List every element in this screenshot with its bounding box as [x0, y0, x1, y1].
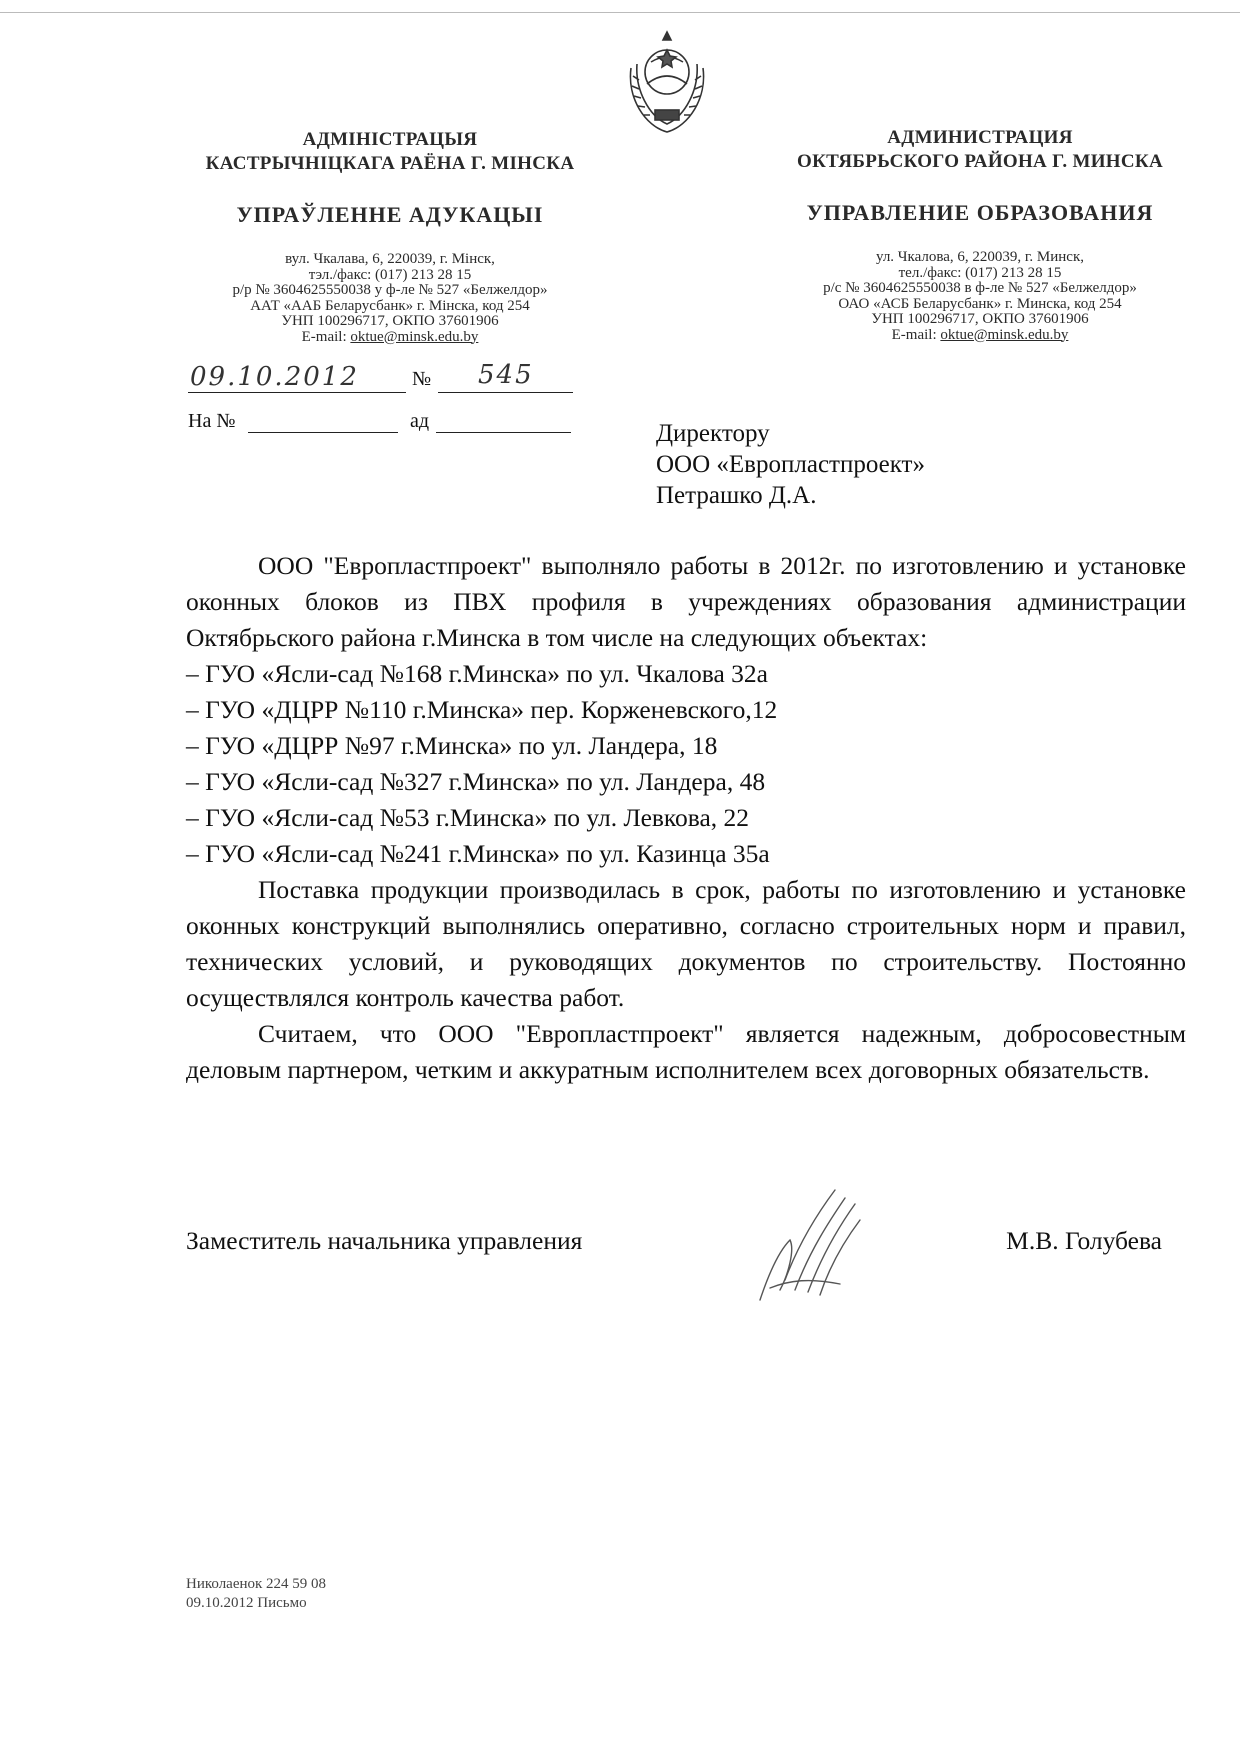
bank-account-line: р/р № 3604625550038 у ф-ле № 527 «Белжелдор»	[232, 282, 548, 298]
org-name-line2: ОКТЯБРЬСКОГО РАЙОНА Г. МИНСКА	[797, 151, 1163, 172]
coat-of-arms-icon	[617, 28, 717, 136]
bank-name-line: ААТ «ААБ Беларусбанк» г. Мінска, код 254	[250, 297, 530, 314]
footer-note	[186, 1575, 326, 1613]
objects-list	[186, 656, 1186, 872]
list-item: – ГУО «ДЦРР №110 г.Минска» пер. Корженевского,12	[186, 695, 778, 724]
bank-account-line: р/с № 3604625550038 в ф-ле № 527 «Белжелдор»	[823, 280, 1137, 296]
addressee-title: Директору	[656, 420, 770, 447]
address-line: вул. Чкалава, 6, 220039, г. Мінск,	[285, 251, 495, 267]
department-name: УПРАВЛЕНИЕ ОБРАЗОВАНИЯ	[806, 200, 1154, 225]
signature-row	[186, 1226, 1186, 1256]
addressee-block	[656, 418, 925, 511]
paragraph-intro: ООО "Европластпроект" выполняло работы в 2012г. по изготовлению и установке оконных блоков из ПВХ профиля в учреждениях образования администрации Октябрьского района г.Минска в том числе на следующих объектах:	[186, 551, 1186, 652]
reference-date-underline	[436, 432, 571, 433]
header-belarusian	[180, 128, 600, 345]
handwritten-number: 545	[478, 360, 534, 390]
list-item: – ГУО «Ясли-сад №241 г.Минска» по ул. Казинца 35а	[186, 839, 770, 868]
org-name-line2: КАСТРЫЧНІЦКАГА РАЁНА Г. МІНСКА	[205, 153, 575, 174]
email-line: E-mail: oktue@minsk.edu.by	[301, 328, 479, 345]
address-block	[770, 250, 1190, 343]
signer-position: Заместитель начальника управления	[186, 1226, 583, 1255]
list-item: – ГУО «Ясли-сад №327 г.Минска» по ул. Ландера, 48	[186, 767, 766, 796]
date-underline	[188, 392, 406, 393]
paragraph-recommendation: Считаем, что ООО "Европластпроект" является надежным, добросовестным деловым партнером, четким и аккуратным исполнителем всех договорных обязательств.	[186, 1019, 1186, 1084]
department-name: УПРАЎЛЕННЕ АДУКАЦЫІ	[236, 202, 544, 227]
handwritten-date: 09.10.2012	[190, 362, 359, 392]
phone-line: тел./факс: (017) 213 28 15	[898, 264, 1062, 281]
addressee-name: Петрашко Д.А.	[656, 482, 817, 509]
reference-label: На №	[188, 410, 236, 432]
paragraph-quality: Поставка продукции производилась в срок, работы по изготовлению и установке оконных конструкций выполнялись оперативно, согласно строительных норм и правил, технических условий, и руководящих документов по строительству. Постоянно осуществлялся контроль качества работ.	[186, 875, 1186, 1012]
scan-edge-line	[0, 12, 1240, 13]
letter-body	[186, 548, 1186, 1088]
email-line: E-mail: oktue@minsk.edu.by	[891, 326, 1069, 343]
email-link[interactable]: oktue@minsk.edu.by	[350, 328, 479, 345]
executor-line: Николаенок 224 59 08	[186, 1576, 327, 1592]
list-item: – ГУО «ДЦРР №97 г.Минска» по ул. Ландера, 18	[186, 731, 718, 760]
address-line: ул. Чкалова, 6, 220039, г. Минск,	[875, 249, 1084, 265]
org-name-line1: АДМІНІСТРАЦЫЯ	[302, 129, 478, 150]
tax-id-line: УНП 100296717, ОКПО 37601906	[281, 313, 499, 329]
list-item: – ГУО «Ясли-сад №168 г.Минска» по ул. Чкалова 32а	[186, 659, 769, 688]
reference-from-label: ад	[410, 410, 430, 432]
tax-id-line: УНП 100296717, ОКПО 37601906	[871, 311, 1089, 327]
doc-date-line: 09.10.2012 Письмо	[186, 1595, 307, 1611]
header-russian	[770, 126, 1190, 343]
list-item: – ГУО «Ясли-сад №53 г.Минска» по ул. Левкова, 22	[186, 803, 750, 832]
signer-name: М.В. Голубева	[1006, 1226, 1162, 1255]
phone-line: тэл./факс: (017) 213 28 15	[308, 266, 472, 283]
number-underline	[438, 392, 573, 393]
address-block	[180, 252, 600, 345]
addressee-company: ООО «Европластпроект»	[656, 451, 925, 478]
org-name-line1: АДМИНИСТРАЦИЯ	[887, 127, 1073, 148]
registration-block	[188, 360, 588, 432]
reference-underline	[248, 432, 398, 433]
number-label: №	[412, 368, 432, 390]
email-link[interactable]: oktue@minsk.edu.by	[940, 326, 1069, 343]
bank-name-line: ОАО «АСБ Беларусбанк» г. Минска, код 254	[838, 295, 1122, 312]
